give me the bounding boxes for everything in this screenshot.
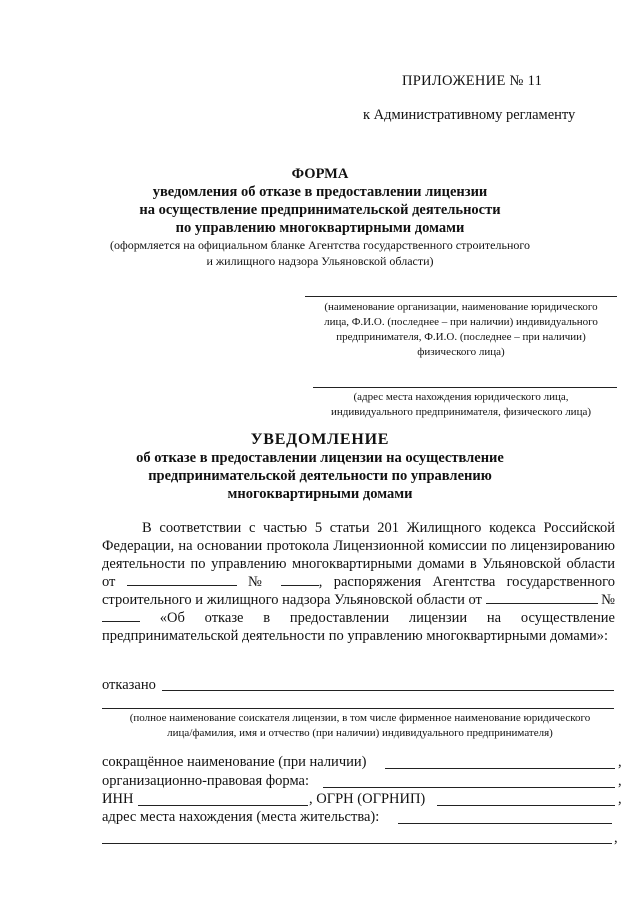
recipient-name-caption: (наименование организации, наименование юридического лица, Ф.И.О. (последнее – при наличии) индивидуального предпринимателя, Ф.И.О. (последнее – при наличии) физического лица): [324, 301, 598, 358]
recipient-name-line: [305, 296, 617, 297]
notice-body: [102, 519, 615, 645]
address-label: адрес места нахождения (места жительства):: [102, 809, 380, 825]
address-line-1: [398, 823, 612, 824]
legal-form-line: [323, 787, 615, 788]
inn-label: ИНН: [102, 791, 134, 807]
body-part-3: «Об отказе в предоставлении лицензии на осуществление предпринимательской деятельности по управлению многоквартирными домами»:: [102, 610, 615, 644]
address-line-2: [102, 843, 612, 844]
appendix-number: ПРИЛОЖЕНИЕ № 11: [402, 73, 543, 89]
recipient-address-caption: (адрес места нахождения юридического лица, индивидуального предпринимателя, физического лица): [330, 391, 592, 418]
form-line-3: по управлению многоквартирными домами: [175, 220, 465, 236]
short-name-line: [385, 768, 615, 769]
notice-line-3: многоквартирными домами: [227, 486, 413, 502]
notice-line-2: предпринимательской деятельности по управлению: [148, 468, 492, 484]
ogrn-label: , ОГРН (ОГРНИП): [309, 791, 426, 807]
form-line-1: уведомления об отказе в предоставлении лицензии: [152, 184, 488, 200]
refused-line-2: [102, 708, 614, 709]
notice-heading: [0, 431, 640, 503]
address-comma: ,: [614, 830, 618, 846]
protocol-number-blank: [281, 573, 319, 586]
order-number-blank: [102, 609, 140, 622]
form-heading: [0, 165, 640, 269]
regulation-reference: к Административному регламенту: [363, 107, 576, 123]
protocol-number-sign: №: [248, 574, 270, 590]
refused-caption: (полное наименование соискателя лицензии, в том числе фирменное наименование юридического лица/фамилия, имя и отчество (при наличии) индивидуального предпринимателя): [129, 712, 591, 739]
order-number-sign: №: [601, 592, 616, 608]
form-note-2: и жилищного надзора Ульяновской области): [206, 254, 434, 268]
short-name-label: сокращённое наименование (при наличии): [102, 754, 367, 770]
notice-line-1: об отказе в предоставлении лицензии на осуществление: [136, 450, 504, 466]
legal-form-comma: ,: [618, 773, 622, 789]
order-date-blank: [486, 591, 598, 604]
protocol-date-blank: [127, 573, 237, 586]
form-title: ФОРМА: [291, 166, 349, 182]
legal-form-label: организационно-правовая форма:: [102, 773, 309, 789]
recipient-address-line: [313, 387, 617, 388]
ogrn-line: [437, 805, 615, 806]
body-part-2: , распоряжения Агентства государственного строительного и жилищного надзора Ульяновской области от: [102, 574, 616, 608]
refused-line-1: [162, 690, 614, 691]
refused-label: отказано: [102, 677, 156, 693]
notice-title: УВЕДОМЛЕНИЕ: [250, 431, 390, 448]
form-line-2: на осуществление предпринимательской деятельности: [139, 202, 501, 218]
body-part-1: В соответствии с частью 5 статьи 201 Жилищного кодекса Российской Федерации, на основании протокола Лицензионной комиссии по лицензированию деятельности по управлению многоквартирными домами в Ульяновской области от: [102, 520, 615, 590]
short-name-comma: ,: [618, 754, 622, 770]
ogrn-comma: ,: [618, 791, 622, 807]
form-note-1: (оформляется на официальном бланке Агентства государственного строительного: [109, 238, 531, 252]
inn-line: [138, 805, 308, 806]
